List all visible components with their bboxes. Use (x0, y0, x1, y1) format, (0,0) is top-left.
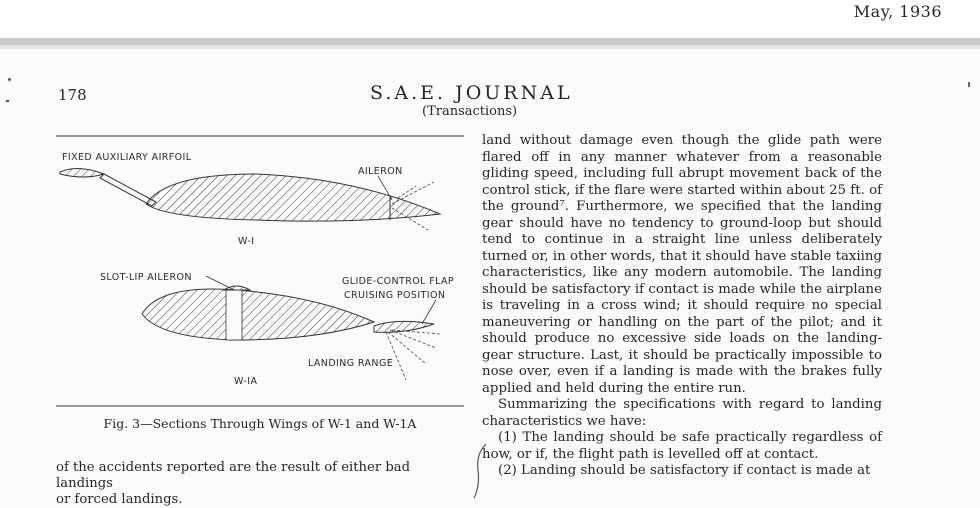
body-paragraph: Summarizing the specifications with regard to landing characteristics we have: (482, 397, 882, 429)
body-paragraph: land without damage even though the glide path were flared off in any manner whatever from a reasonable gliding speed, including full abrupt movement back of the control stick, if the flare were started within about 25 ft. of the ground⁷. Furthermore, we specified that the landing gear should have no tendency to ground-loop but should tend to continue in a straight line unless deliberately turned or, in other words, that it should have stable taxiing characteristics, like any modern automobile. The landing should be satisfactory if contact is made while the airplane is traveling in a cross wind; it should require no special maneuvering or handling on the part of the pilot; and it should produce no excessive side loads on the landing-gear structure. Last, it should be practically impossible to nose over, even if a landing is made with the brakes fully applied and held during the entire run. (482, 133, 882, 396)
label-aileron: AILERON (358, 166, 403, 177)
slot-lip-aileron-pointer (206, 276, 234, 290)
journal-title: S.A.E. JOURNAL (370, 82, 573, 104)
page-divider-shadow (0, 45, 980, 49)
label-w1a: W-IA (234, 376, 258, 387)
label-slot-lip-aileron: SLOT-LIP AILERON (100, 272, 192, 283)
landing-range-lines (386, 330, 440, 380)
w1-wing-section (146, 174, 440, 221)
list-item: (2) Landing should be satisfactory if contact is made at (498, 463, 871, 478)
left-text-line: of the accidents reported are the result of either bad landings (56, 460, 411, 491)
margin-pencil-mark (466, 440, 490, 500)
page-number: 178 (58, 86, 87, 104)
list-item: (1) The landing should be safe practically regardless of how, or if, the flight path is levelled off at contact. (482, 430, 882, 462)
wing-sections-figure (56, 134, 464, 410)
page-divider (0, 38, 980, 45)
left-column-text (56, 460, 466, 508)
journal-subtitle: (Transactions) (422, 104, 518, 119)
w1a-wing-section (142, 289, 374, 340)
label-landing-range: LANDING RANGE (308, 358, 394, 369)
ink-speck (6, 100, 9, 102)
top-margin (0, 0, 980, 38)
fixed-auxiliary-airfoil-shape (60, 168, 104, 177)
ink-speck (8, 78, 11, 81)
label-cruising-position: CRUISING POSITION (344, 290, 446, 301)
left-text-line: or forced landings. (56, 492, 183, 507)
glide-control-flap-pointer (422, 300, 436, 324)
ink-speck (968, 82, 970, 87)
label-glide-control-flap: GLIDE-CONTROL FLAP (342, 276, 455, 287)
label-w1: W-I (238, 236, 255, 247)
label-fixed-auxiliary-airfoil: FIXED AUXILIARY AIRFOIL (62, 152, 192, 163)
issue-date: May, 1936 (853, 2, 942, 21)
slot-gap (226, 290, 242, 340)
figure-caption: Fig. 3—Sections Through Wings of W-1 and W-1A (103, 416, 417, 431)
right-column-text (482, 133, 882, 480)
